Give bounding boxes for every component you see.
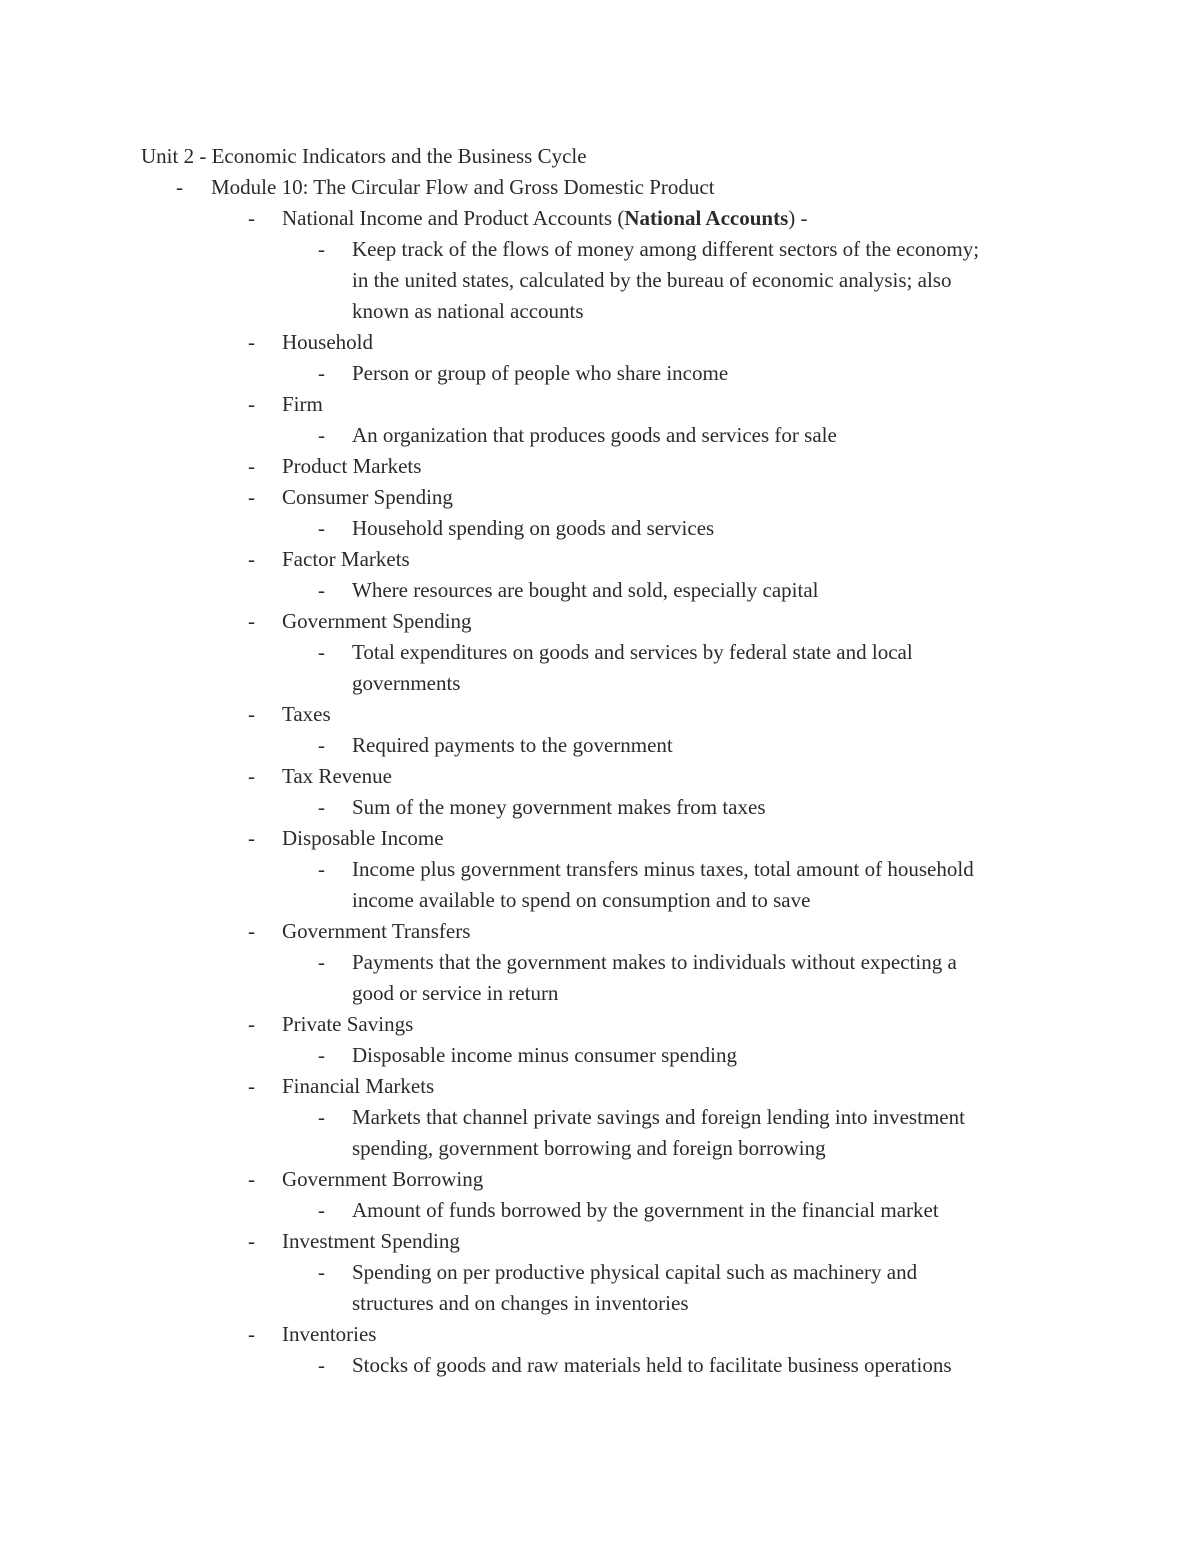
definition-consumer-spending: Household spending on goods and services — [352, 516, 715, 540]
term-government-transfers: Government Transfers — [282, 919, 471, 943]
national-accounts-definition-bullet: - — [318, 237, 325, 261]
term-household: Household — [282, 330, 373, 354]
definition-disposable-income: income available to spend on consumption and to save — [352, 888, 811, 912]
term-bullet: - — [248, 764, 255, 788]
unit-title: Unit 2 - Economic Indicators and the Business Cycle — [141, 144, 587, 168]
term-bullet: - — [248, 1229, 255, 1253]
definition-bullet: - — [318, 1260, 325, 1284]
national-accounts-definition-line: known as national accounts — [352, 299, 584, 323]
definition-bullet: - — [318, 733, 325, 757]
definition-bullet: - — [318, 361, 325, 385]
term-private-savings: Private Savings — [282, 1012, 414, 1036]
national-accounts-term-bold: National Accounts — [624, 206, 789, 230]
term-inventories: Inventories — [282, 1322, 377, 1346]
definition-government-borrowing: Amount of funds borrowed by the government in the financial market — [352, 1198, 939, 1222]
term-bullet: - — [248, 547, 255, 571]
definition-government-transfers: good or service in return — [352, 981, 559, 1005]
term-bullet: - — [248, 392, 255, 416]
term-product-markets: Product Markets — [282, 454, 422, 478]
term-bullet: - — [248, 454, 255, 478]
definition-tax-revenue: Sum of the money government makes from taxes — [352, 795, 766, 819]
term-firm: Firm — [282, 392, 323, 416]
term-investment-spending: Investment Spending — [282, 1229, 460, 1253]
national-accounts-definition-line: Keep track of the flows of money among different sectors of the economy; — [352, 237, 980, 261]
definition-bullet: - — [318, 516, 325, 540]
term-bullet: - — [248, 485, 255, 509]
term-factor-markets: Factor Markets — [282, 547, 410, 571]
term-tax-revenue: Tax Revenue — [282, 764, 392, 788]
national-accounts-definition-line: in the united states, calculated by the bureau of economic analysis; also — [352, 268, 952, 292]
definition-firm: An organization that produces goods and services for sale — [352, 423, 837, 447]
definition-factor-markets: Where resources are bought and sold, especially capital — [352, 578, 819, 602]
definition-bullet: - — [318, 1043, 325, 1067]
definition-bullet: - — [318, 950, 325, 974]
term-disposable-income: Disposable Income — [282, 826, 444, 850]
term-bullet: - — [248, 1322, 255, 1346]
definition-private-savings: Disposable income minus consumer spending — [352, 1043, 737, 1067]
national-accounts-term-prefix: National Income and Product Accounts ( — [282, 206, 625, 230]
definition-financial-markets: spending, government borrowing and foreign borrowing — [352, 1136, 826, 1160]
definition-investment-spending: structures and on changes in inventories — [352, 1291, 689, 1315]
definition-bullet: - — [318, 1198, 325, 1222]
term-bullet: - — [248, 919, 255, 943]
term-financial-markets: Financial Markets — [282, 1074, 435, 1098]
definition-financial-markets: Markets that channel private savings and foreign lending into investment — [352, 1105, 965, 1129]
definition-inventories: Stocks of goods and raw materials held to facilitate business operations — [352, 1353, 952, 1377]
definition-bullet: - — [318, 1353, 325, 1377]
definition-government-transfers: Payments that the government makes to individuals without expecting a — [352, 950, 957, 974]
term-consumer-spending: Consumer Spending — [282, 485, 453, 509]
national-accounts-term — [282, 203, 808, 234]
module-bullet: - — [176, 175, 183, 199]
term-government-spending: Government Spending — [282, 609, 472, 633]
definition-bullet: - — [318, 795, 325, 819]
term-bullet: - — [248, 1074, 255, 1098]
definition-bullet: - — [318, 578, 325, 602]
definition-investment-spending: Spending on per productive physical capital such as machinery and — [352, 1260, 918, 1284]
national-accounts-term-suffix: ) - — [788, 206, 808, 230]
definition-taxes: Required payments to the government — [352, 733, 673, 757]
definition-bullet: - — [318, 1105, 325, 1129]
definition-household: Person or group of people who share income — [352, 361, 729, 385]
definition-bullet: - — [318, 857, 325, 881]
definition-government-spending: governments — [352, 671, 461, 695]
term-bullet: - — [248, 609, 255, 633]
term-bullet: - — [248, 826, 255, 850]
definition-disposable-income: Income plus government transfers minus taxes, total amount of household — [352, 857, 974, 881]
term-bullet: - — [248, 702, 255, 726]
module-heading: Module 10: The Circular Flow and Gross Domestic Product — [211, 175, 715, 199]
term-bullet: - — [248, 1167, 255, 1191]
term-bullet: - — [248, 330, 255, 354]
definition-government-spending: Total expenditures on goods and services by federal state and local — [352, 640, 913, 664]
term-government-borrowing: Government Borrowing — [282, 1167, 484, 1191]
definition-bullet: - — [318, 640, 325, 664]
definition-bullet: - — [318, 423, 325, 447]
term-taxes: Taxes — [282, 702, 331, 726]
term-bullet: - — [248, 1012, 255, 1036]
national-accounts-bullet: - — [248, 206, 255, 230]
